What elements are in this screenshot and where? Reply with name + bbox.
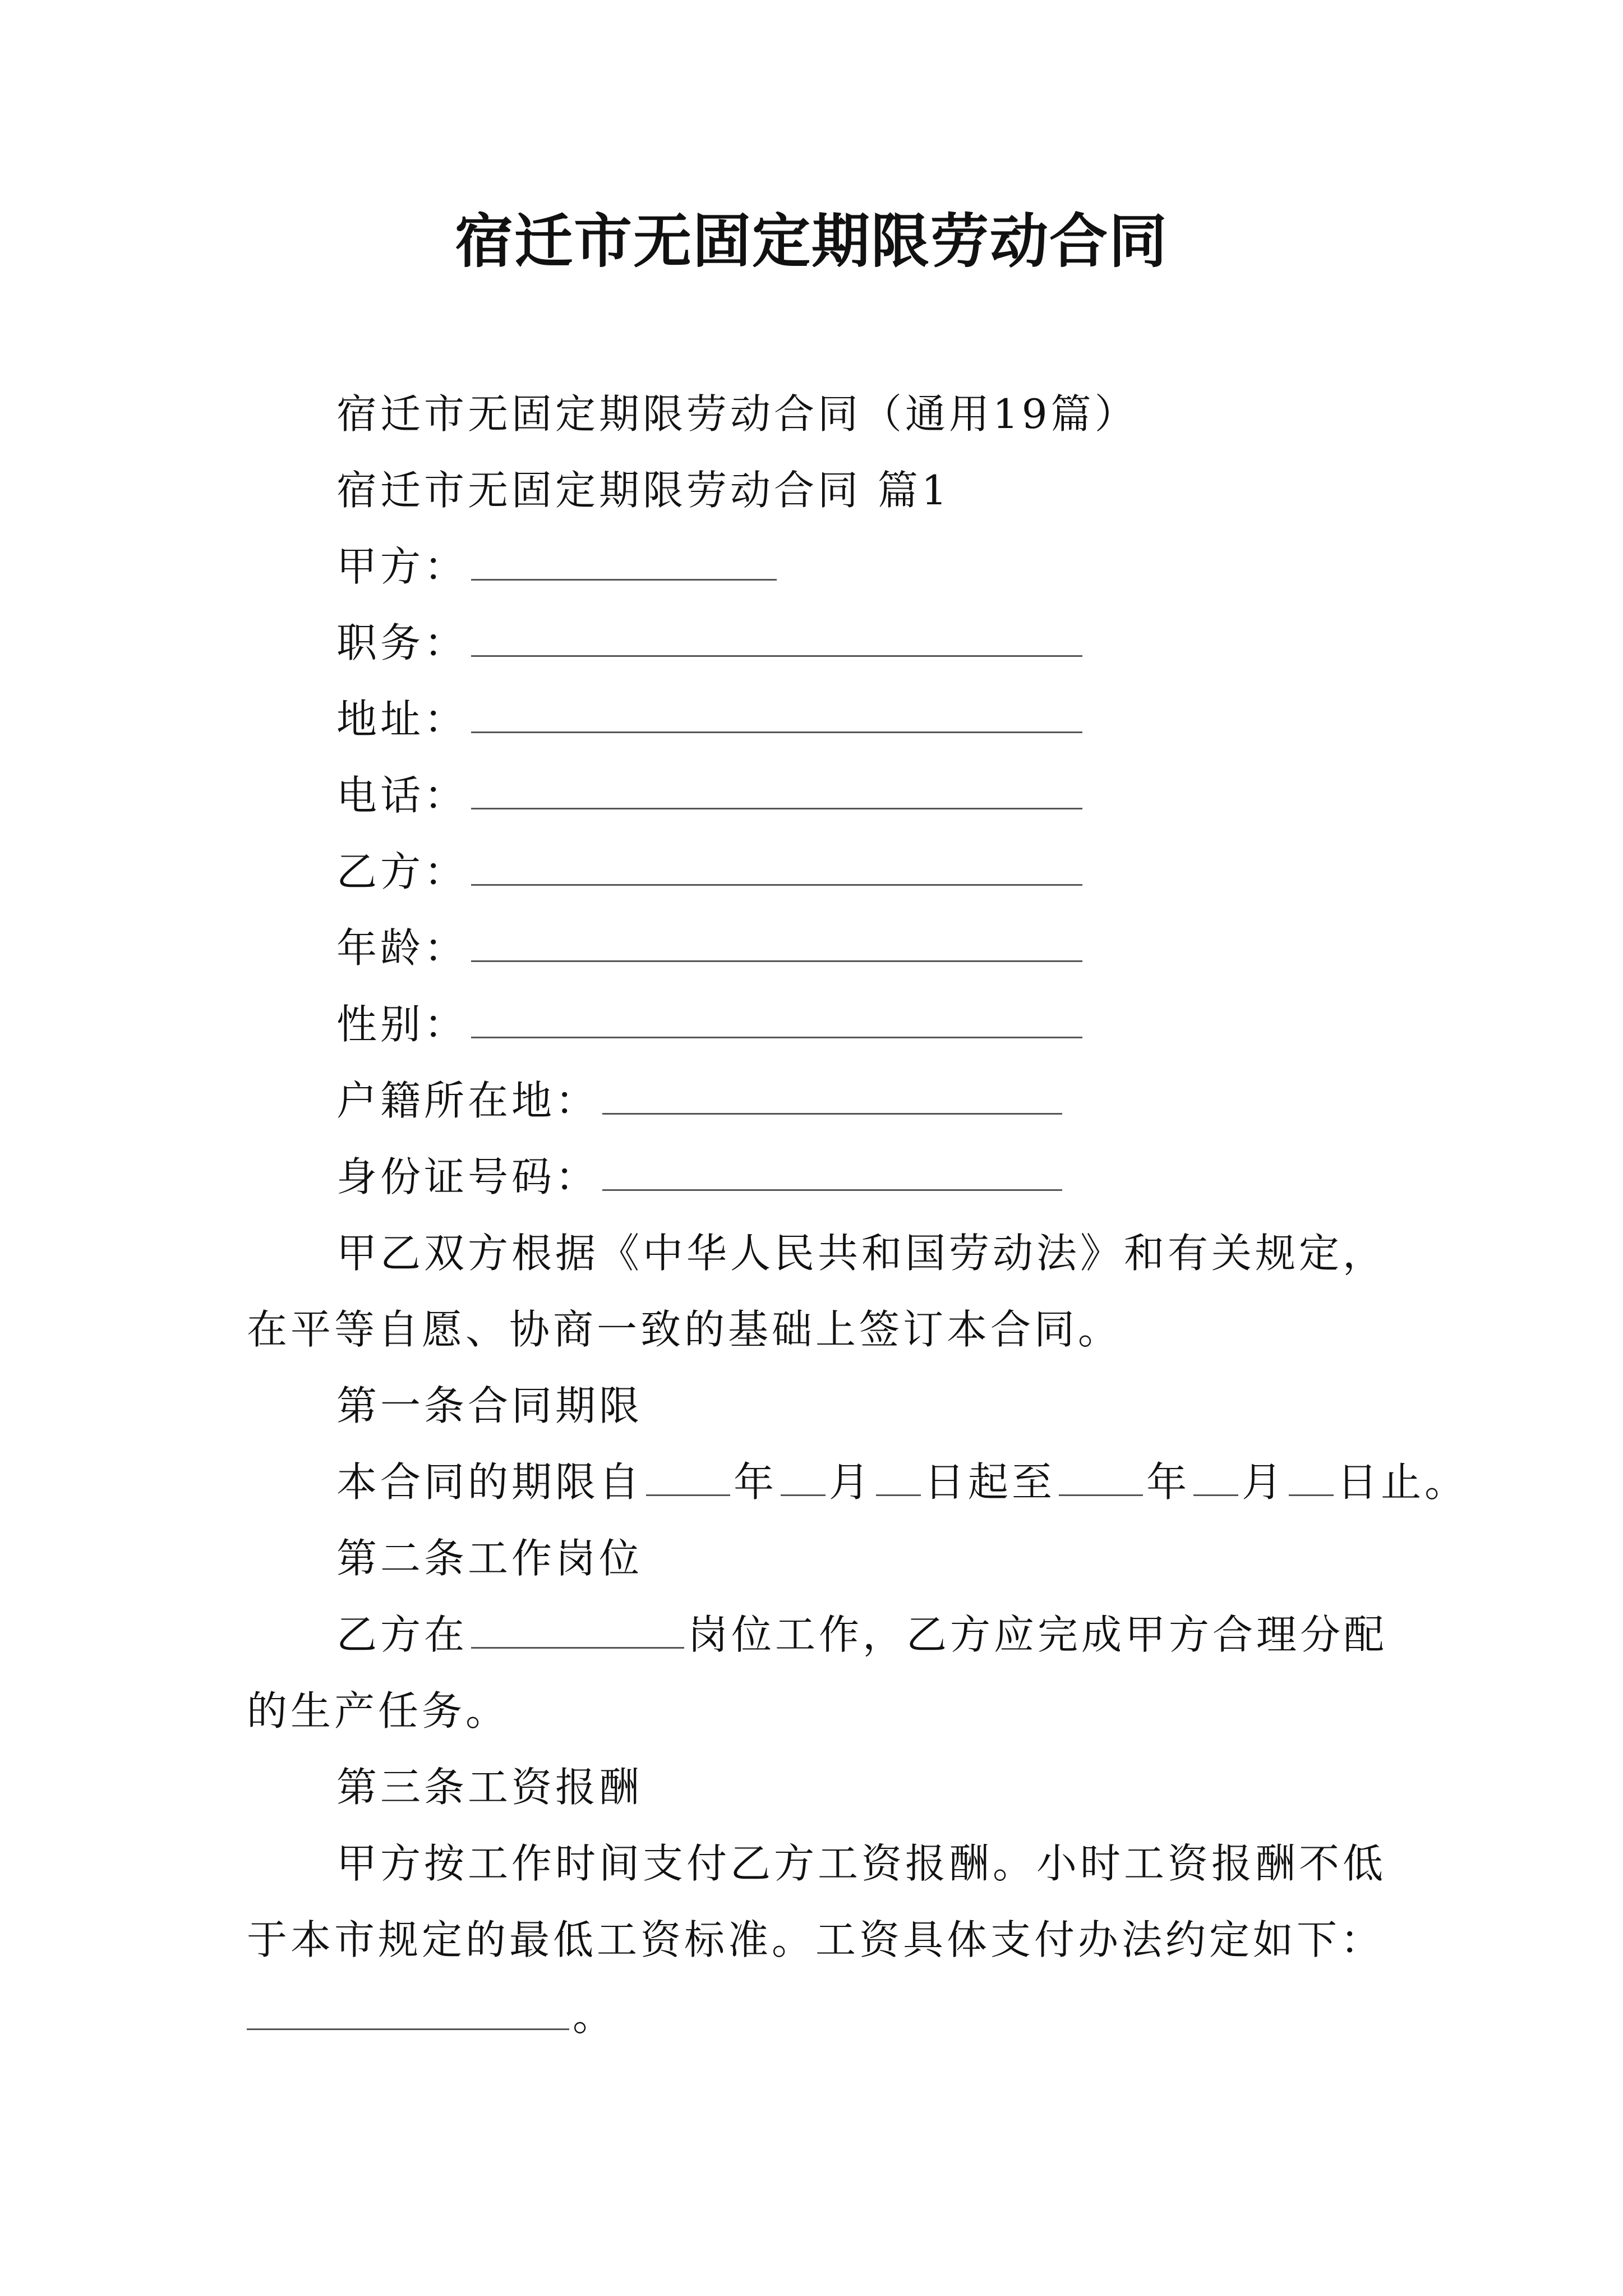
section-heading: 宿迁市无固定期限劳动合同 篇1 <box>336 467 951 514</box>
blank-line <box>471 921 1082 962</box>
blank-line <box>1193 1455 1238 1496</box>
blank-line <box>471 692 1082 733</box>
article-2-line-1: 乙方在 岗位工作，乙方应完成甲方合理分配 <box>336 1608 1387 1662</box>
field-party-b <box>336 845 1086 899</box>
field-label: 职务： <box>336 619 468 666</box>
blank-line <box>1289 1455 1334 1496</box>
field-label: 地址： <box>336 696 468 743</box>
document-title: 宿迁市无固定期限劳动合同 <box>454 206 1168 275</box>
blank-line <box>471 540 777 581</box>
article-2-line-2: 的生产任务。 <box>247 1687 510 1734</box>
field-label: 户籍所在地： <box>336 1077 600 1124</box>
article-3-title: 第三条工资报酬 <box>336 1764 643 1811</box>
blank-line <box>471 845 1082 886</box>
field-label: 身份证号码： <box>336 1153 600 1200</box>
article-3-line-1: 甲方按工作时间支付乙方工资报酬。小时工资报酬不低 <box>336 1840 1387 1887</box>
field-party-a <box>336 540 780 593</box>
article-2-title: 第二条工作岗位 <box>336 1535 643 1582</box>
article-1-title: 第一条合同期限 <box>336 1382 643 1429</box>
blank-line <box>1059 1455 1143 1496</box>
field-id-number <box>336 1150 1066 1204</box>
blank-line <box>602 1150 1062 1191</box>
field-phone <box>336 769 1086 822</box>
field-label: 电话： <box>336 772 468 819</box>
field-age <box>336 921 1086 975</box>
intro-paragraph-line-1: 甲乙双方根据《中华人民共和国劳动法》和有关规定， <box>336 1230 1387 1277</box>
article-3-line-3: 。 <box>247 1989 616 2043</box>
blank-line <box>471 997 1082 1038</box>
document-subtitle: 宿迁市无固定期限劳动合同（通用19篇） <box>336 390 1138 438</box>
field-label: 甲方： <box>336 543 468 590</box>
blank-line <box>471 616 1082 657</box>
blank-line <box>876 1455 921 1496</box>
field-address <box>336 692 1086 746</box>
blank-line <box>471 769 1082 809</box>
blank-line <box>781 1455 826 1496</box>
field-label: 性别： <box>336 1001 468 1048</box>
blank-line <box>471 1608 684 1649</box>
article-3-line-2: 于本市规定的最低工资标准。工资具体支付办法约定如下： <box>247 1916 1385 1963</box>
blank-line <box>247 1989 569 2030</box>
field-household-registration <box>336 1074 1066 1128</box>
blank-line <box>646 1455 730 1496</box>
intro-paragraph-line-2: 在平等自愿、协商一致的基础上签订本合同。 <box>247 1306 1122 1353</box>
field-label: 年龄： <box>336 924 468 972</box>
article-1-text: 本合同的期限自 年 月 日起至 年 月 日止。 <box>336 1455 1468 1509</box>
field-gender <box>336 997 1086 1051</box>
blank-line <box>602 1074 1062 1115</box>
field-position <box>336 616 1086 670</box>
field-label: 乙方： <box>336 848 468 895</box>
